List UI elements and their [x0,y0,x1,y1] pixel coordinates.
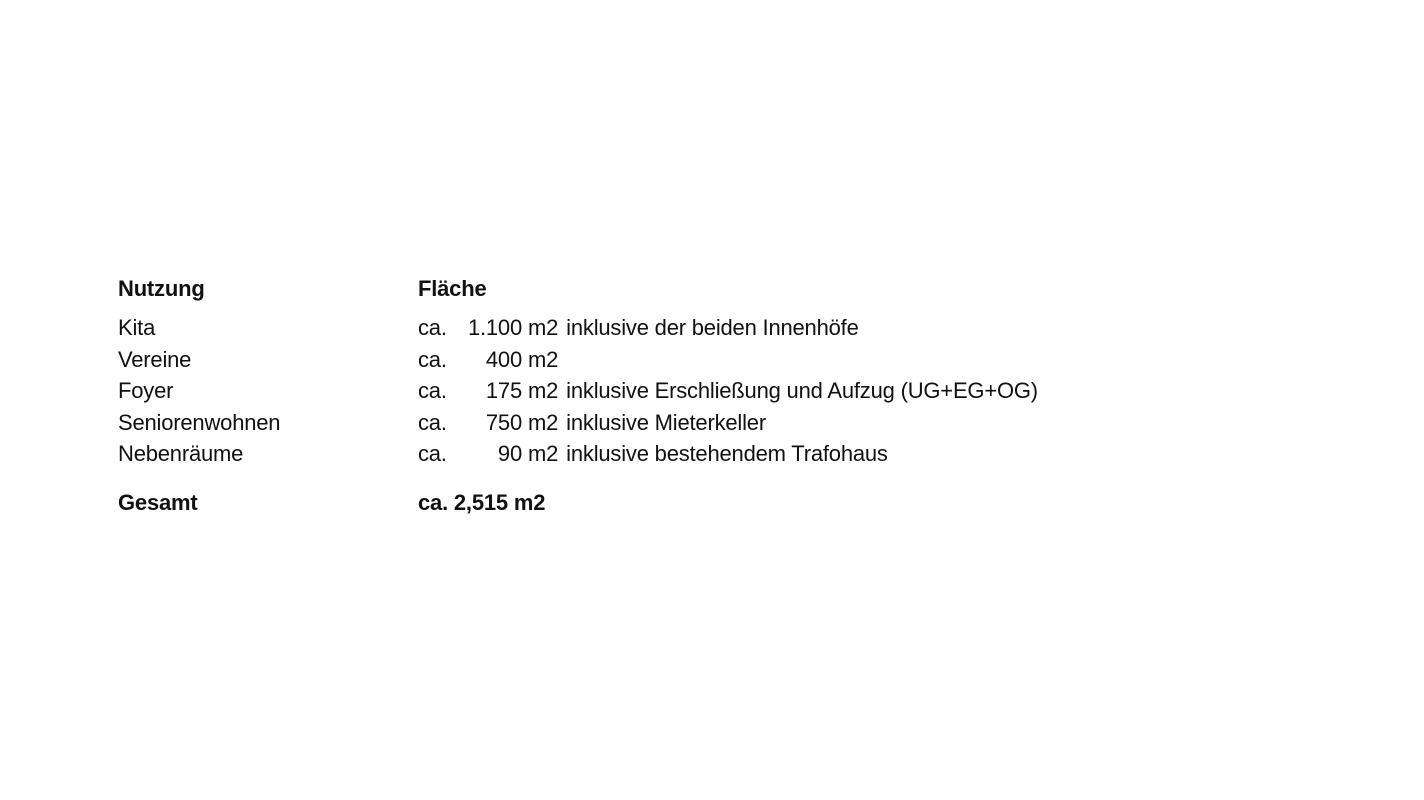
area-note: inklusive Erschließung und Aufzug (UG+EG+OG) [566,378,1038,404]
area-value: 175 [485,378,522,404]
row-use: Seniorenwohnen [118,409,281,435]
area-prefix: ca. [418,346,447,372]
table-row [118,407,1038,439]
row-use: Nebenräume [118,441,244,467]
area-unit: m2 [528,441,559,467]
table-row [118,375,1038,407]
area-note: inklusive bestehendem Trafohaus [566,441,888,467]
area-unit: m2 [528,346,559,372]
header-use: Nutzung [118,276,205,301]
header-area: Fläche [418,276,487,301]
row-area [418,407,766,439]
area-prefix: ca. [418,441,447,467]
area-prefix: ca. [418,378,447,404]
area-value: 400 [485,346,522,372]
area-value: 90 [497,441,522,467]
table-row [118,312,1038,344]
area-prefix: ca. [418,315,447,340]
row-use: Vereine [118,346,192,372]
area-note: inklusive Mieterkeller [566,409,766,435]
area-unit: m2 [528,378,559,404]
area-note: inklusive der beiden Innenhöfe [566,315,859,340]
total-value: ca. 2,515 m2 [418,489,546,515]
total-area [418,487,545,519]
area-table [118,272,1038,519]
area-unit: m2 [528,315,559,340]
row-use: Kita [118,315,156,340]
area-value: 750 [485,409,522,435]
row-area [418,438,888,470]
row-area [418,312,859,344]
area-unit: m2 [528,409,559,435]
table-header [118,272,1038,305]
area-prefix: ca. [418,409,447,435]
table-row [118,344,1038,376]
total-row [118,487,1038,519]
total-label: Gesamt [118,489,198,515]
table-row [118,438,1038,470]
row-area [418,375,1038,407]
row-use: Foyer [118,378,174,404]
row-area [418,344,566,376]
area-value: 1.100 [467,315,522,340]
